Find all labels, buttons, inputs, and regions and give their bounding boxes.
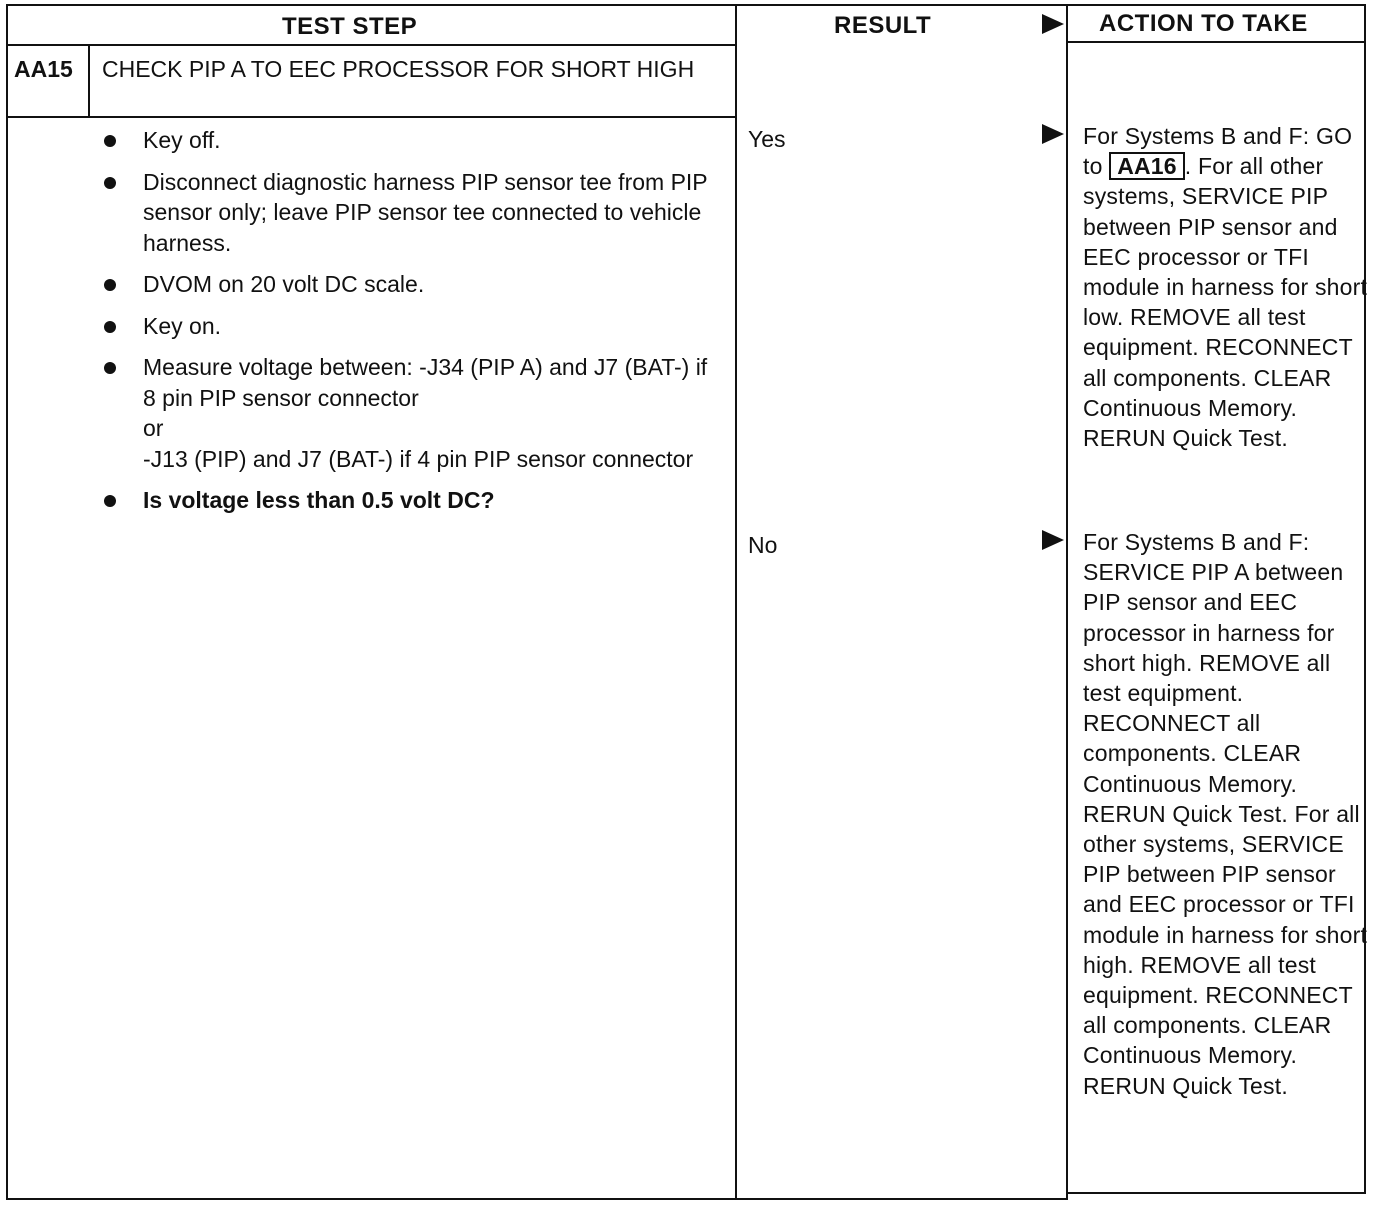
bullet-icon — [104, 135, 116, 147]
action-column-divider — [1066, 4, 1068, 1200]
list-item — [96, 485, 721, 516]
list-item — [96, 352, 721, 474]
diagnostic-table — [6, 4, 1366, 1200]
action-yes: For Systems B and F: GO to AA16 . For all other systems, SERVICE PIP between PIP sensor and EEC processor or TFI module in harness for short low. REMOVE all test equipment. RECONNECT all components. CLEAR Continuous Memory. RERUN Quick Test. — [1083, 123, 1368, 452]
table-bottom-border — [6, 1198, 1068, 1200]
header-result: RESULT — [834, 12, 932, 39]
step-reference-link[interactable]: AA16 — [1109, 152, 1185, 180]
list-item: DVOM on 20 volt DC scale. — [96, 269, 721, 300]
bullet-icon — [104, 495, 116, 507]
step-title: CHECK PIP A TO EEC PROCESSOR FOR SHORT HIGH — [102, 56, 695, 82]
step-title-bottom-border — [6, 116, 736, 118]
bullet-icon — [104, 279, 116, 291]
measure-line-1: Measure voltage between: -J34 (PIP A) and J7 (BAT-) if 8 pin PIP sensor connector — [143, 354, 708, 411]
header-action: ACTION TO TAKE — [1099, 10, 1308, 37]
measure-or: or — [143, 415, 164, 441]
result-yes: Yes — [748, 126, 786, 152]
header-bottom-border-left — [6, 44, 736, 46]
action-no: For Systems B and F: SERVICE PIP A between PIP sensor and EEC processor in harness for short high. REMOVE all test equipment. RECONNECT all components. CLEAR Continuous Memory. RERUN Quick Test. For all other systems, SERVICE PIP between PIP sensor and EEC processor or TFI module in harness for short high. REMOVE all test equipment. RECONNECT all components. CLEAR Continuous Memory. RERUN Quick Test. — [1083, 529, 1368, 1099]
step-instructions — [96, 125, 721, 527]
list-item: Key off. — [96, 125, 721, 156]
list-item: Key on. — [96, 311, 721, 342]
step-id: AA15 — [14, 56, 73, 82]
step-question: Is voltage less than 0.5 volt DC? — [143, 487, 495, 513]
result-column-divider — [735, 4, 737, 1200]
result-no-arrow-icon — [1042, 530, 1064, 550]
measure-line-2: -J13 (PIP) and J7 (BAT-) if 4 pin PIP sensor connector — [143, 445, 694, 472]
header-bottom-border-right — [1066, 41, 1366, 43]
table-top-border — [6, 4, 1366, 6]
list-item: Disconnect diagnostic harness PIP sensor tee from PIP sensor only; leave PIP sensor tee connected to vehicle harness. — [96, 167, 721, 259]
result-no: No — [748, 532, 778, 558]
action-bottom-border — [1068, 1192, 1366, 1194]
header-test-step: TEST STEP — [282, 13, 418, 40]
bullet-icon — [104, 177, 116, 189]
bullet-icon — [104, 362, 116, 374]
header-arrow-icon — [1042, 14, 1064, 34]
step-id-divider — [88, 44, 90, 118]
result-yes-arrow-icon — [1042, 124, 1064, 144]
table-left-border — [6, 4, 8, 1200]
bullet-icon — [104, 321, 116, 333]
